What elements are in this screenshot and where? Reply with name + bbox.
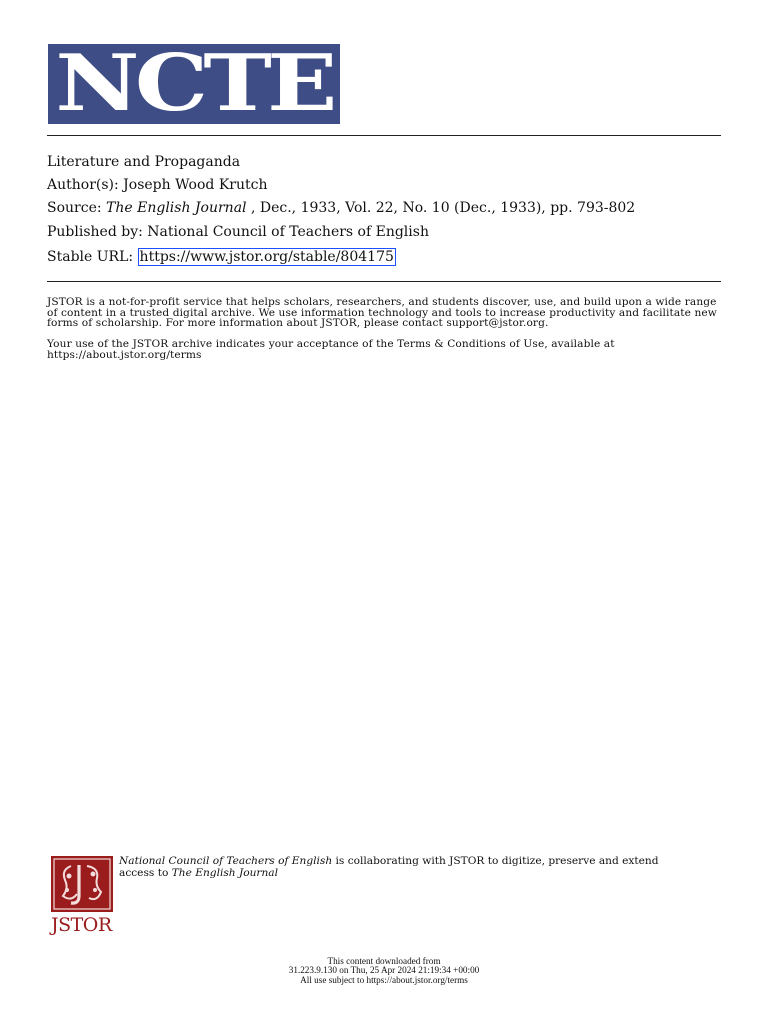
- ncte-logo-text: NCTE: [55, 44, 333, 124]
- download-footer: [0, 957, 768, 985]
- footer-line-3: All use subject to https://about.jstor.org/terms: [300, 974, 468, 985]
- bottom-divider: [47, 281, 721, 282]
- publisher-line: [47, 221, 635, 244]
- collaboration-statement: [119, 856, 679, 879]
- jstor-wordmark: JSTOR: [51, 914, 112, 936]
- collab-text: is collaborating with JSTOR to digitize, preserve and extend access to: [119, 855, 659, 879]
- article-title: Literature and Propaganda: [47, 154, 241, 170]
- stable-url-line: [47, 246, 635, 269]
- jstor-notice-paragraph: JSTOR is a not-for-profit service that helps scholars, researchers, and students discover, use, and build upon a wide range of content in a trusted digital archive. We use information technology and tools to increase productivity and facilitate new forms of scholarship. For more information about JSTOR, please contact support@jstor.org.: [47, 296, 717, 330]
- top-divider: [47, 135, 721, 136]
- collab-journal: The English Journal: [171, 866, 279, 879]
- stable-url-label: Stable URL:: [47, 248, 138, 265]
- author-name: Joseph Wood Krutch: [123, 177, 268, 194]
- journal-name: The English Journal: [106, 200, 247, 217]
- ncte-logo: [48, 44, 340, 124]
- publisher-name: National Council of Teachers of English: [147, 223, 429, 240]
- author-label: Author(s):: [47, 177, 124, 194]
- source-line: [47, 197, 635, 220]
- collab-org: National Council of Teachers of English: [119, 855, 333, 867]
- footer-line-1: This content downloaded from: [327, 956, 441, 966]
- publisher-label: Published by:: [47, 223, 148, 240]
- article-metadata: [47, 151, 635, 269]
- source-details: , Dec., 1933, Vol. 22, No. 10 (Dec., 1933), pp. 793-802: [246, 200, 636, 217]
- jstor-emblem-icon: [51, 856, 113, 912]
- stable-url-link[interactable]: https://www.jstor.org/stable/804175: [139, 248, 394, 265]
- footer-line-2: 31.223.9.130 on Thu, 25 Apr 2024 21:19:34 +00:00: [288, 965, 480, 976]
- author-line: [47, 174, 635, 197]
- source-label: Source:: [47, 200, 107, 217]
- jstor-logo: [51, 856, 113, 936]
- terms-notice-paragraph: Your use of the JSTOR archive indicates your acceptance of the Terms & Conditions of Use, available at https://about.jstor.org/terms: [47, 338, 615, 361]
